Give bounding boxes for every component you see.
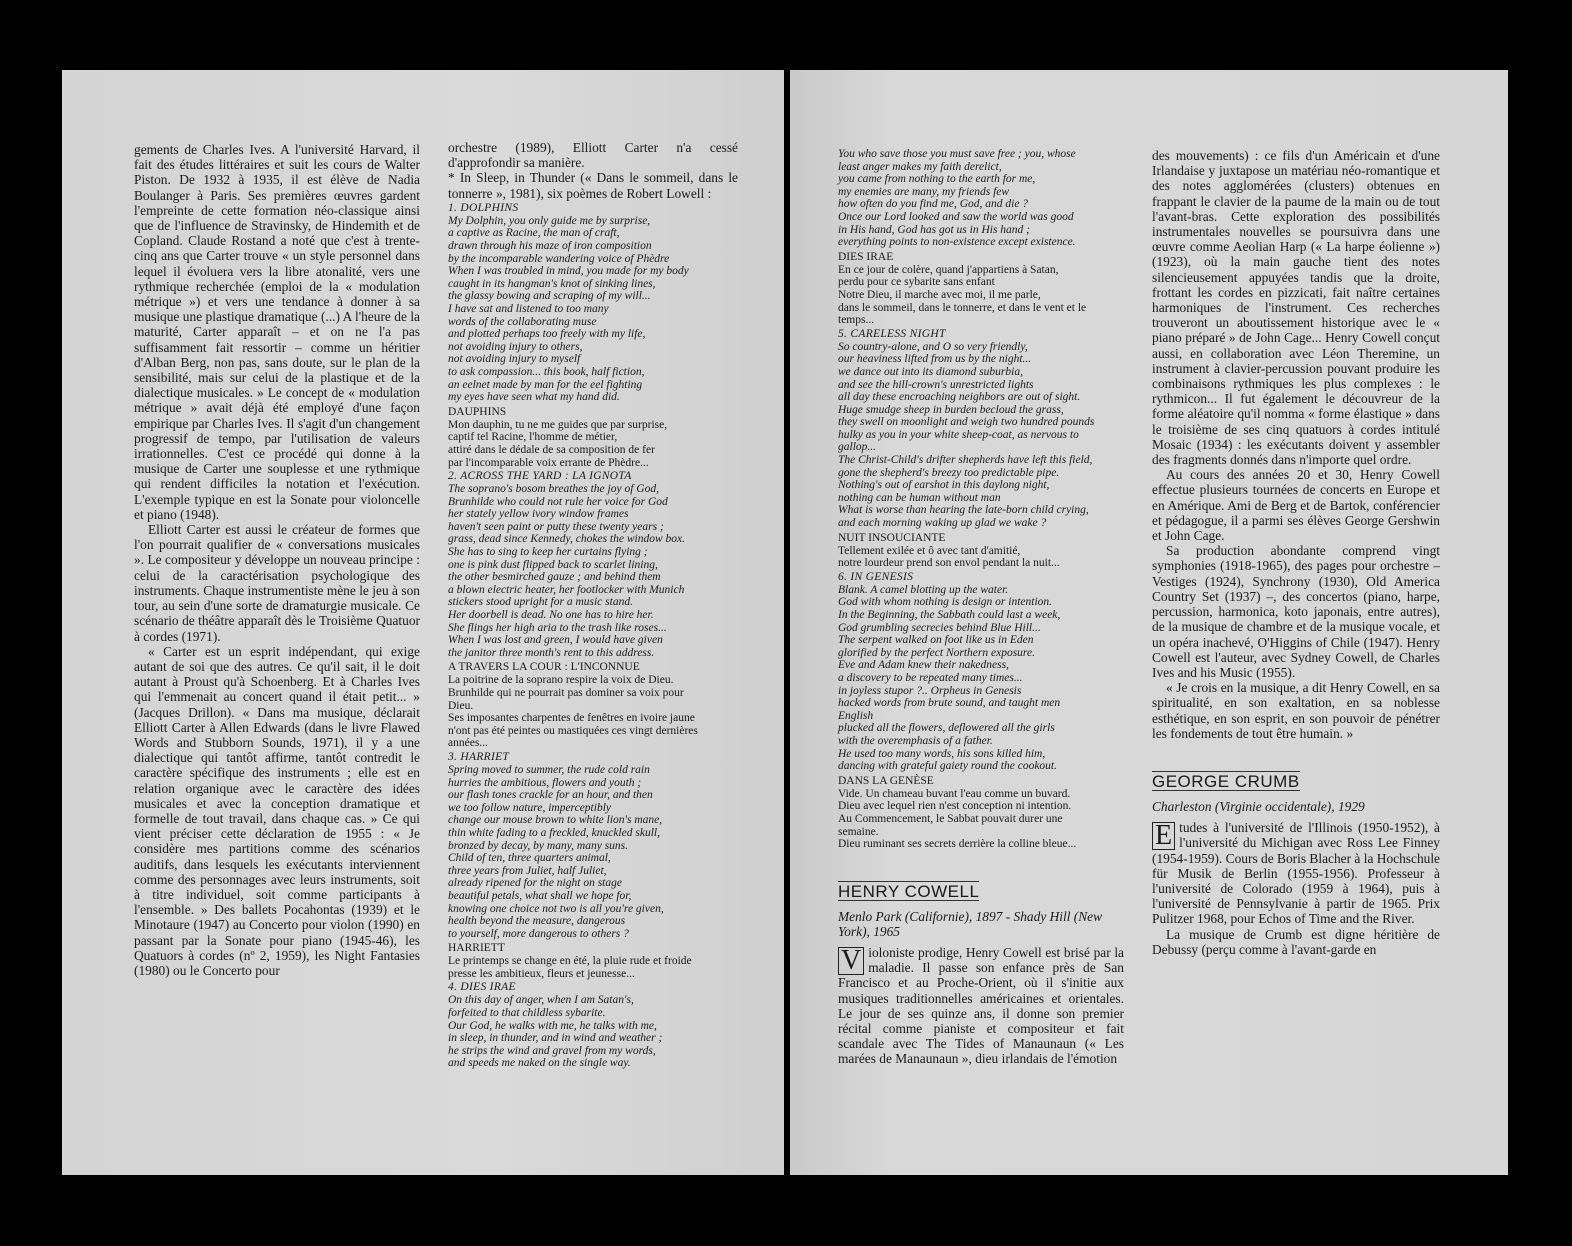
- poem-line: hacked words from brute sound, and taught men: [838, 697, 1061, 710]
- poem-line: He used too many words, his sons killed him,: [838, 747, 1046, 760]
- poem-line: in sleep, in thunder, and in wind and weather ;: [448, 1032, 663, 1045]
- poem-line: our flash tones crackle for an hour, and then: [448, 789, 653, 802]
- poem-line: knowing one choice not two is all you're given,: [448, 902, 664, 915]
- left-page: [62, 70, 784, 1175]
- poem-line: Brunhilde qui ne pourrait pas dominer sa voix pour: [448, 687, 684, 699]
- poem-line: Child of ten, three quarters animal,: [448, 852, 611, 865]
- poem-fr-title: HARRIETT: [448, 942, 505, 955]
- carter-paragraph-2: Elliott Carter est aussi le créateur de formes que l'on pourrait qualifier de « conversations musicales ». Le compositeur y développe un nouveau principe : celui de la caractérisation psychologique des instruments. Chaque instrumentiste mène le jeu à son tour, au sein d'une sorte de dramaturgie musicale. Ce scénario de théâtre apparaît dès le Troisième Quatuor à cordes (1971).: [134, 522, 420, 644]
- poem-line: The soprano's bosom breathes the joy of God,: [448, 483, 659, 496]
- cowell-birthplace: Menlo Park (Californie), 1897 - Shady Hill (New York), 1965: [838, 908, 1103, 939]
- poem-line: with the overemphasis of a father.: [838, 734, 993, 747]
- poem-title: 3. HARRIET: [448, 750, 510, 763]
- poem-line: My Dolphin, you only guide me by surprise,: [448, 214, 651, 227]
- cowell-paragraph-1: [838, 945, 1124, 1067]
- poem-line: not avoiding injury to others,: [448, 340, 583, 353]
- poem-title: 6. IN GENESIS: [838, 570, 914, 583]
- poem-french: [448, 674, 738, 750]
- poem-line: and each morning waking up glad we wake ?: [838, 517, 1047, 530]
- poem-line: gone the shepherd's breezy too predictable pipe.: [838, 466, 1060, 479]
- poem-english: [448, 215, 738, 404]
- poem-english: [448, 764, 738, 940]
- poem-title: 2. ACROSS THE YARD : LA IGNOTA: [448, 470, 632, 483]
- crumb-text: tudes à l'université de l'Illinois (1950-1952), à l'université du Michigan avec Ross Lee Finney (1954-1959). Cours de Boris Blacher à la Hochschule für Musik de Berlin (1955-1956). Professeur à l'université de Colorado (1959 à 1964), puis à l'université de Pennsylvanie à partir de 1965. Prix Pulitzer 1968, pour Echos of Time and the River.: [1152, 820, 1440, 927]
- poem-title: 5. CARELESS NIGHT: [838, 327, 946, 340]
- poem-fr-title: DANS LA GENÈSE: [838, 774, 934, 787]
- crumb-paragraph-1: [1152, 820, 1440, 926]
- poem-line: one is pink dust flipped back to scarlet lining,: [448, 558, 658, 571]
- poem-line: Ses imposantes charpentes de fenêtres en ivoire jaune: [448, 712, 695, 725]
- poem-line: plucked all the flowers, deflowered all the girls: [838, 722, 1055, 735]
- poem-line: the other besmirched gauze ; and behind them: [448, 571, 661, 584]
- poem-line: presse les ambitieux, fleurs et jeunesse...: [448, 967, 635, 980]
- poem-line: Our God, he walks with me, he talks with me,: [448, 1019, 657, 1032]
- poem-line: La poitrine de la soprano respire la voix de Dieu.: [448, 674, 674, 687]
- poem-line: Spring moved to summer, the rude cold rain: [448, 763, 650, 776]
- carter-paragraph-3: « Carter est un esprit indépendant, qui exige autant de soi que des autres. Ce qu'il sait, il le doit autant à Proust qu'à Schoenberg. Et à Charles Ives qui l'emmenait au concert quand il était petit... » (Jacques Drillon). « Dans ma musique, déclarait Elliott Carter à Allen Edwards (dans le livre Flawed Words and Stubborn Sounds, 1971), il y a une dialectique qui tantôt affirme, tantôt contredit le caractère spécifique des instruments ; elle est en relation organique avec le caractère des idées musicales et avec la conception dramatique et formelle de tout travail, dans chaque cas. » Ce qui vient préciser cette déclaration de 1955 : « Je considère mes partitions comme des scénarios auditifs, dans lesquels les exécutants interviennent comme des personnages avec leurs instruments, soit à titre individuel, soit comme participants à l'ensemble. » Des ballets Pocahontas (1939) et le Minotaure (1947) au Concerto pour violon (1990) en passant par la Sonate pour piano (1945-46), les Quatuors à cordes (nº 2, 1959), les Night Fantasies (1980) ou le Concerto pour: [134, 643, 420, 978]
- poem-line: In the Beginning, the Sabbath could last a week,: [838, 609, 1061, 621]
- cowell-paragraph-4: Sa production abondante comprend vingt symphonies (1918-1965), des pages pour orchestre – Vestiges (1924), Synchrony (1930), Old America Country Set (1937) –, des concertos (piano, harpe, percussion, harmonica, koto japonais, entre autres), de la musique de chambre et de la musique vocale, et un opéra inachevé, O'Higgins of Chile (1947). Henry Cowell est l'auteur, avec Sydney Cowell, de Charles Ives and his Music (1955).: [1152, 543, 1440, 680]
- poem-line: années...: [448, 737, 488, 750]
- crumb-section: [1152, 771, 1440, 957]
- cowell-section: [838, 881, 1124, 1067]
- poem-line: and plotted perhaps too freely with my life,: [448, 328, 646, 341]
- poem-line: to ask compassion... this book, half fiction,: [448, 365, 645, 378]
- poem-line: he strips the wind and gravel from my words,: [448, 1044, 656, 1057]
- poems-right: [838, 328, 1124, 851]
- poem-line: captif tel Racine, l'homme de métier,: [448, 431, 618, 444]
- poem-line: Vide. Un chameau buvant l'eau comme un buvard.: [838, 787, 1071, 800]
- poem-line: the janitor three month's rent to this address.: [448, 646, 655, 659]
- poem-line: and speeds me naked on the single way.: [448, 1057, 631, 1070]
- poem-line: On this day of anger, when I am Satan's,: [448, 994, 634, 1007]
- poem-line: Huge smudge sheep in burden becloud the grass,: [838, 403, 1064, 416]
- right-column-1: [838, 148, 1124, 1067]
- poem-line: Blank. A camel blotting up the water.: [838, 583, 1009, 596]
- poem-line: a captive as Racine, the man of craft,: [448, 227, 620, 240]
- poem-line: a blown electric heater, her footlocker with Munich: [448, 583, 685, 596]
- poem-line: bronzed by decay, by many, many suns.: [448, 839, 629, 852]
- composer-heading-cowell: HENRY COWELL: [838, 881, 980, 901]
- poem-fr-title: DAUPHINS: [448, 405, 507, 418]
- poem-french: [838, 545, 1124, 570]
- poem-line: Tellement exilée et ô avec tant d'amitié,: [838, 544, 1021, 557]
- poem-line: nothing can be human without man: [838, 491, 1001, 504]
- cowell-text: ioloniste prodige, Henry Cowell est brisé par la maladie. Il passe son enfance près de San Francisco et au Proche-Orient, où il s'initie aux musiques traditionnelles américaines et orientales. Le jour de ses quinze ans, il donne son premier récital comme pianiste et compositeur et fait scandale avec The Tides of Manaunaun (« Les marées de Manaunaun », dieu irlandais de l'émotion: [838, 944, 1124, 1067]
- poem-english: [448, 483, 738, 659]
- poem-line: temps...: [838, 314, 875, 327]
- poem-line: What is worse than hearing the late-born child crying,: [838, 504, 1089, 517]
- poem-line: When I was lost and green, I would have given: [448, 634, 663, 647]
- poem-line: Nothing's out of earshot in this daylong night,: [838, 479, 1050, 492]
- poem-english: [838, 341, 1124, 530]
- poem-line: you came from nothing to the earth for me,: [838, 173, 1036, 186]
- poem-fr-title: DIES IRAE: [838, 250, 894, 263]
- poem-line: Her doorbell is dead. No one has to hire her.: [448, 609, 654, 622]
- poem-line: Notre Dieu, il marche avec moi, il me parle,: [838, 288, 1041, 301]
- poem-line: So country-alone, and O so very friendly,: [838, 340, 1028, 353]
- poem-line: Le printemps se change en été, la pluie rude et froide: [448, 955, 692, 968]
- poem-line: Mon dauphin, tu ne me guides que par surprise,: [448, 418, 668, 431]
- poem-line: She flings her high aria to the trash like roses...: [448, 621, 667, 634]
- poem-fr-title: A TRAVERS LA COUR : L'INCONNUE: [448, 661, 640, 674]
- poem-line: haven't seen paint or putty these twenty years ;: [448, 520, 664, 533]
- right-page: [790, 70, 1508, 1175]
- poem-line: par l'incomparable voix errante de Phèdre...: [448, 456, 649, 469]
- cowell-paragraph-3: Au cours des années 20 et 30, Henry Cowell effectue plusieurs tournées de concerts en Europe et en Amérique. Ami de Berg et de Bartok, conférencier et pédagogue, il a parmi ses élèves George Gershwin et John Cage.: [1152, 467, 1440, 544]
- poem-line: to yourself, more dangerous to others ?: [448, 927, 629, 940]
- poem-line: thin white fading to a freckled, knuckled skull,: [448, 826, 660, 839]
- poem-line: her stately yellow ivory window frames: [448, 508, 629, 521]
- poem-line: n'ont pas été peintes ou mastiquées ces vingt dernières: [448, 724, 698, 737]
- poem-line: our heaviness lifted from us by the night...: [838, 353, 1032, 366]
- poem-dies-irae-continued: [838, 148, 1124, 249]
- poem-line: drawn through his maze of iron composition: [448, 240, 652, 252]
- poem-line: my eyes have seen what my hand did.: [448, 391, 620, 404]
- carter-paragraph-1: gements de Charles Ives. A l'université Harvard, il fait des études littéraires et suit les cours de Walter Piston. De 1932 à 1935, il est élève de Nadia Boulanger à Paris. Ses premières œuvres gardent l'empreinte de cette formation néo-classique ainsi que de l'influence de Stravinsky, de Hindemith et de Copland. Claude Rostand a noté que c'est à trente-cinq ans que Carter trouve « un style personnel dans lequel il évoluera vers la libre atonalité, vers une rythmique recherchée (emploi de la « modulation métrique ») et vers une tendance à donner à sa musique une plastique dramatique (...) A l'heure de la maturité, Carter apparaît – et on ne l'a pas suffisamment fait ressortir – comme un héritier d'Alban Berg, non pas, sans doute, sur le plan de la sensibilité, mais sur celui de la plastique et de la dialectique musicales. » Le concept de « modulation métrique » avait déjà été employé d'une façon empirique par Charles Ives. Il s'agit d'un changement progressif de tempo, par l'utilisation de valeurs irrationnelles. C'est ce procédé qui donne à la musique de Carter une souplesse et une rythmique qui rendent difficiles la notation et l'exécution. L'exemple typique en est la Sonate pour violoncelle et piano (1948).: [134, 142, 420, 522]
- left-column-2: [448, 140, 738, 1070]
- left-column-1: [134, 142, 420, 978]
- poem-line: everything points to non-existence except existence.: [838, 236, 1076, 249]
- poem-line: attiré dans le dédale de sa composition de fer: [448, 443, 655, 456]
- poem-line: we dance out into its diamond suburbia,: [838, 365, 1023, 378]
- poem-line: Brunhilde who could not rule her voice for God: [448, 495, 668, 508]
- poem-line: health beyond the measure, dangerous: [448, 915, 626, 928]
- poem-line: gallop...: [838, 441, 877, 454]
- poem-line: in joyless stupor ?.. Orpheus in Genesis: [838, 684, 1022, 697]
- poem-line: dancing with grateful gaiety round the cookout.: [838, 760, 1057, 773]
- poem-line: grass, dead since Kennedy, chokes the window box.: [448, 533, 685, 546]
- right-column-2: [1152, 148, 1440, 957]
- poem-line: Dieu ruminant ses secrets derrière la colline bleue...: [838, 838, 1077, 851]
- poem-line: all day these encroaching neighbors are out of sight.: [838, 391, 1081, 404]
- crumb-paragraph-2: La musique de Crumb est digne héritière de Debussy (perçu comme à l'avant-garde en: [1152, 926, 1440, 957]
- poem-line: Au Commencement, le Sabbat pouvait durer une: [838, 812, 1063, 825]
- poem-line: notre lourdeur prend son envol pendant la nuit...: [838, 557, 1060, 570]
- poem-line: by the incomparable wandering voice of Phèdre: [448, 252, 670, 265]
- dropcap: V: [838, 947, 864, 975]
- poem-line: words of the collaborating muse: [448, 315, 597, 328]
- poem-line: She has to sing to keep her curtains flying ;: [448, 546, 648, 559]
- poem-line: God grumbling secrecies behind Blue Hill...: [838, 621, 1041, 634]
- poem-line: Dieu.: [448, 699, 474, 712]
- poem-title: 1. DOLPHINS: [448, 201, 519, 214]
- poem-line: hurries the ambitious, flowers and youth ;: [448, 776, 642, 789]
- poem-line: hulky as you in your white sheep-coat, as nervous to: [838, 428, 1079, 441]
- poem-line: forfeited to that childless sybarite.: [448, 1007, 606, 1020]
- poem-line: how often do you find me, God, and die ?: [838, 198, 1029, 211]
- poem-line: English: [838, 709, 874, 722]
- poem-french: [448, 419, 738, 469]
- poem-line: we too follow nature, imperceptibly: [448, 801, 611, 814]
- poem-line: En ce jour de colère, quand j'appartiens à Satan,: [838, 263, 1059, 276]
- poem-line: When I was troubled in mind, you made for my body: [448, 265, 689, 278]
- poem-line: I have sat and listened to too many: [448, 302, 609, 315]
- poem-french: [838, 788, 1124, 851]
- poem-line: not avoiding injury to myself: [448, 353, 581, 366]
- poem-line: You who save those you must save free ; you, whose: [838, 148, 1076, 160]
- dropcap: E: [1152, 822, 1175, 850]
- poems-left: [448, 202, 738, 1070]
- poem-line: least anger makes my faith derelict,: [838, 160, 1002, 173]
- poem-line: and see the hill-crown's unrestricted lights: [838, 378, 1034, 391]
- poem-line: dans le sommeil, dans le tonnerre, et dans le vent et le: [838, 301, 1087, 314]
- composer-heading-crumb: GEORGE CRUMB: [1152, 771, 1300, 791]
- poem-line: Once our Lord looked and saw the world was good: [838, 210, 1074, 223]
- poem-english: [448, 994, 738, 1070]
- poem-line: already ripened for the night on stage: [448, 877, 622, 890]
- poem-fr-title: NUIT INSOUCIANTE: [838, 531, 946, 544]
- poem-line: beautiful petals, what shall we hope for,: [448, 889, 632, 902]
- poem-line: change our mouse brown to white lion's mane,: [448, 814, 663, 827]
- poem-english: [838, 584, 1124, 773]
- poem-line: a discovery to be repeated many times...: [838, 671, 1023, 684]
- poem-line: semaine.: [838, 825, 879, 838]
- poem-line: they swell on moonlight and weigh two hundred pounds: [838, 416, 1095, 429]
- poem-line: the glassy bowing and scraping of my will...: [448, 290, 651, 303]
- poem-line: glorified by the perfect Northern exposure.: [838, 646, 1035, 659]
- crumb-birthplace: Charleston (Virginie occidentale), 1929: [1152, 799, 1365, 815]
- poem-line: Eve and Adam knew their nakedness,: [838, 659, 1009, 672]
- work-title: * In Sleep, in Thunder (« Dans le sommeil, dans le tonnerre », 1981), six poèmes de Robert Lowell :: [448, 170, 738, 201]
- poem-line: Dieu avec lequel rien n'est conception ni intention.: [838, 800, 1072, 813]
- poem-line: three years from Juliet, half Juliet,: [448, 864, 607, 877]
- poem-title: 4. DIES IRAE: [448, 981, 516, 994]
- carter-intro: orchestre (1989), Elliott Carter n'a cessé d'approfondir sa manière.: [448, 140, 738, 171]
- poem-line: perdu pour ce sybarite sans enfant: [838, 276, 995, 289]
- poem-french: [448, 955, 738, 980]
- poem-line: an eelnet made by man for the eel fighting: [448, 378, 643, 391]
- cowell-paragraph-5: « Je crois en la musique, a dit Henry Cowell, en sa spiritualité, en son exaltation, en sa noblesse esthétique, en son esprit, en son pouvoir de pénétrer les fondements de tout être humain. »: [1152, 680, 1440, 741]
- poem-line: my enemies are many, my friends few: [838, 185, 1010, 198]
- cowell-paragraph-2: des mouvements) : ce fils d'un Américain et d'une Irlandaise y juxtapose un matériau néo-romantique et des notes agglomérées (clusters) obtenues en frappant le clavier de la paume de la main ou de tout l'avant-bras. Cette exploration des possibilités instrumentales nouvelles se poursuivra dans une œuvre comme Aeolian Harp (« La harpe éolienne ») (1923), où la main gauche tient des notes silencieusement appuyées tandis que la droite, frottant les cordes en pizzicati, fait naître certaines harmoniques de l'instrument. Ces recherches trouveront un aboutissement historique avec le « piano préparé » de John Cage... Henry Cowell conçut aussi, en collaboration avec Léon Theremine, un instrument à clavier-percussion pouvant produire les combinaisons rythmiques les plus complexes : le rythmicon... Il fut également le découvreur de la forme aléatoire qu'il nomma « forme élastique » dans le troisième de ses cinq quatuors à cordes intitulé Mosaic (1934) : les exécutants doivent y assembler des fragments donnés dans n'importe quel ordre.: [1152, 148, 1440, 468]
- poem-line: The Christ-Child's drifter shepherds have left this field,: [838, 454, 1093, 467]
- poem-line: stickers stood upright for a music stand.: [448, 596, 633, 609]
- poem-line: in His hand, God has got us in His hand ;: [838, 223, 1030, 236]
- poem-line: caught in its hangman's knot of sinking lines,: [448, 277, 656, 290]
- poem-dies-irae-french: [838, 264, 1124, 327]
- poem-line: The serpent walked on foot like us in Eden: [838, 634, 1034, 647]
- poem-line: God with whom nothing is design or intention.: [838, 596, 1053, 609]
